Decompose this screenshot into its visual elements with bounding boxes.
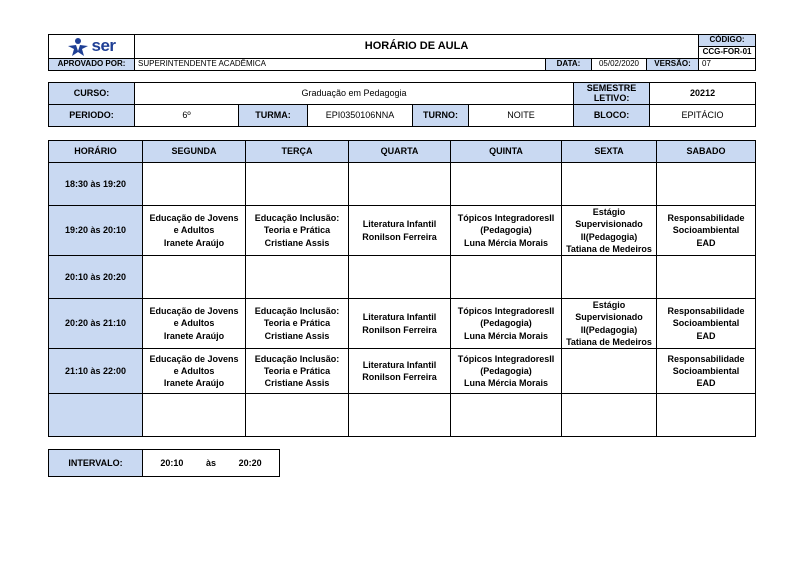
class-cell-line: Luna Mércia Morais	[463, 330, 549, 341]
class-cell	[143, 299, 246, 349]
interval-label: INTERVALO:	[49, 450, 143, 477]
class-cell-line: Ronilson Ferreira	[362, 324, 437, 335]
codigo-label: CÓDIGO:	[699, 35, 756, 47]
class-cell	[657, 299, 756, 349]
class-cell	[246, 256, 349, 299]
class-cell-line: Tópicos IntegradoresII	[457, 353, 555, 364]
class-cell	[451, 299, 562, 349]
star-person-icon	[67, 37, 89, 57]
class-cell-line: Educação Inclusão:	[254, 213, 340, 224]
class-cell-line: e Adultos	[173, 318, 215, 329]
class-cell-line: Estágio	[592, 207, 626, 218]
time-slot-cell: 20:20 às 21:10	[49, 299, 143, 349]
class-cell	[451, 206, 562, 256]
schedule-header-cell: QUARTA	[349, 141, 451, 163]
class-cell	[451, 394, 562, 437]
class-cell	[143, 256, 246, 299]
class-cell	[246, 349, 349, 394]
class-cell-line: Estágio	[592, 300, 626, 311]
class-cell-line: Socioambiental	[672, 318, 740, 329]
data-label: DATA:	[546, 59, 592, 71]
schedule-header-row	[49, 141, 756, 163]
class-cell	[143, 394, 246, 437]
schedule-row	[49, 163, 756, 206]
class-cell-line: Teoria e Prática	[263, 365, 331, 376]
class-cell	[451, 349, 562, 394]
schedule-header-cell: SEGUNDA	[143, 141, 246, 163]
schedule-row	[49, 206, 756, 256]
class-cell-line: Educação de Jovens	[149, 306, 239, 317]
time-slot-cell: 18:30 às 19:20	[49, 163, 143, 206]
schedule-header-cell: HORÁRIO	[49, 141, 143, 163]
class-cell-line: Tópicos IntegradoresII	[457, 213, 555, 224]
periodo-value: 6º	[135, 105, 239, 127]
class-cell-line: Ronilson Ferreira	[362, 372, 437, 382]
class-cell	[562, 163, 657, 206]
class-cell	[451, 163, 562, 206]
class-cell	[562, 206, 657, 256]
interval-separator: às	[205, 457, 216, 468]
class-cell	[562, 349, 657, 394]
class-cell	[562, 394, 657, 437]
class-cell-line: Iranete Araújo	[163, 237, 225, 248]
course-info-table	[48, 82, 756, 127]
turma-value: EPI0350106NNA	[308, 105, 413, 127]
class-cell	[657, 349, 756, 394]
class-cell	[562, 256, 657, 299]
interval-value	[143, 450, 280, 477]
class-cell-line: II(Pedagogia)	[580, 231, 638, 242]
bloco-value: EPITÁCIO	[650, 105, 756, 127]
company-logo	[49, 35, 135, 59]
class-cell	[349, 163, 451, 206]
time-slot-cell: 20:10 às 20:20	[49, 256, 143, 299]
class-cell-line: Tatiana de Medeiros	[566, 336, 652, 347]
class-cell-line: EAD	[696, 330, 716, 341]
turma-label: TURMA:	[239, 105, 308, 127]
class-cell-line: Responsabilidade	[667, 213, 745, 224]
class-cell-line: (Pedagogia)	[480, 225, 532, 236]
class-cell-line: Responsabilidade	[667, 353, 745, 364]
class-cell-line: e Adultos	[173, 365, 215, 376]
class-cell-line: EAD	[696, 378, 716, 389]
class-cell	[246, 394, 349, 437]
versao-label: VERSÃO:	[647, 59, 699, 71]
class-cell	[143, 206, 246, 256]
class-cell-line: Tatiana de Medeiros	[566, 243, 652, 254]
schedule-header-cell: SEXTA	[562, 141, 657, 163]
aprovado-value: SUPERINTENDENTE ACADÊMICA	[135, 59, 546, 71]
class-cell	[349, 394, 451, 437]
class-cell-line: Ronilson Ferreira	[362, 231, 437, 242]
schedule-table	[48, 140, 756, 437]
class-cell	[246, 206, 349, 256]
class-cell-line: Tópicos IntegradoresII	[457, 306, 555, 317]
schedule-header-cell: QUINTA	[451, 141, 562, 163]
class-cell-line: Cristiane Assis	[264, 330, 330, 341]
class-cell	[657, 256, 756, 299]
class-cell-line: Supervisionado	[575, 219, 643, 230]
class-cell-line: Literatura Infantil	[362, 219, 437, 230]
class-cell-line: II(Pedagogia)	[580, 324, 638, 335]
class-cell-line: Luna Mércia Morais	[463, 237, 549, 248]
class-cell-line: Cristiane Assis	[264, 378, 330, 389]
class-cell-line: Educação de Jovens	[149, 353, 239, 364]
class-cell	[349, 206, 451, 256]
class-cell	[143, 349, 246, 394]
schedule-row	[49, 256, 756, 299]
schedule-row	[49, 394, 756, 437]
curso-label: CURSO:	[49, 83, 135, 105]
schedule-header-cell: SABADO	[657, 141, 756, 163]
class-cell-line: Responsabilidade	[667, 306, 745, 317]
class-cell-line: Iranete Araújo	[163, 330, 225, 341]
turno-value: NOITE	[469, 105, 574, 127]
class-cell-line: Iranete Araújo	[163, 378, 225, 389]
class-cell-line: Socioambiental	[672, 225, 740, 236]
curso-value: Graduação em Pedagogia	[135, 83, 574, 105]
class-cell-line: e Adultos	[173, 225, 215, 236]
class-cell-line: Educação Inclusão:	[254, 353, 340, 364]
class-cell-line: Supervisionado	[575, 312, 643, 323]
class-cell-line: Teoria e Prática	[263, 225, 331, 236]
versao-value: 07	[699, 59, 756, 71]
data-value: 05/02/2020	[592, 59, 647, 71]
class-cell-line: EAD	[696, 237, 716, 248]
class-cell-line: Literatura Infantil	[362, 312, 437, 323]
class-cell	[562, 299, 657, 349]
time-slot-cell: 21:10 às 22:00	[49, 349, 143, 394]
class-cell-line: Cristiane Assis	[264, 237, 330, 248]
aprovado-label: APROVADO POR:	[49, 59, 135, 71]
class-cell	[349, 256, 451, 299]
page-title: HORÁRIO DE AULA	[135, 35, 699, 59]
logo-text: ser	[91, 36, 116, 56]
class-cell-line: Educação Inclusão:	[254, 306, 340, 317]
schedule-row	[49, 349, 756, 394]
turno-label: TURNO:	[413, 105, 469, 127]
class-cell-line: Teoria e Prática	[263, 318, 331, 329]
class-cell-line: (Pedagogia)	[480, 318, 532, 329]
class-cell-line: Literatura Infantil	[362, 359, 437, 370]
class-cell	[657, 163, 756, 206]
class-cell-line: Socioambiental	[672, 365, 740, 376]
periodo-label: PERIODO:	[49, 105, 135, 127]
class-cell	[657, 394, 756, 437]
class-cell	[143, 163, 246, 206]
class-cell	[246, 299, 349, 349]
class-cell-line: (Pedagogia)	[480, 365, 532, 376]
time-slot-cell	[49, 394, 143, 437]
interval-end: 20:20	[238, 457, 262, 468]
interval-start: 20:10	[160, 457, 184, 468]
schedule-header-cell: TERÇA	[246, 141, 349, 163]
bloco-label: BLOCO:	[574, 105, 650, 127]
class-cell-line: Educação de Jovens	[149, 213, 239, 224]
time-slot-cell: 19:20 às 20:10	[49, 206, 143, 256]
class-cell-line: Luna Mércia Morais	[463, 378, 549, 389]
document-header	[48, 34, 756, 71]
class-cell	[349, 349, 451, 394]
semestre-label: SEMESTRE LETIVO:	[574, 83, 650, 105]
class-cell	[451, 256, 562, 299]
semestre-value: 20212	[650, 83, 756, 105]
class-cell	[657, 206, 756, 256]
schedule-row	[49, 299, 756, 349]
codigo-value: CCG-FOR-01	[699, 47, 756, 59]
interval-table	[48, 449, 280, 477]
class-cell	[349, 299, 451, 349]
class-cell	[246, 163, 349, 206]
